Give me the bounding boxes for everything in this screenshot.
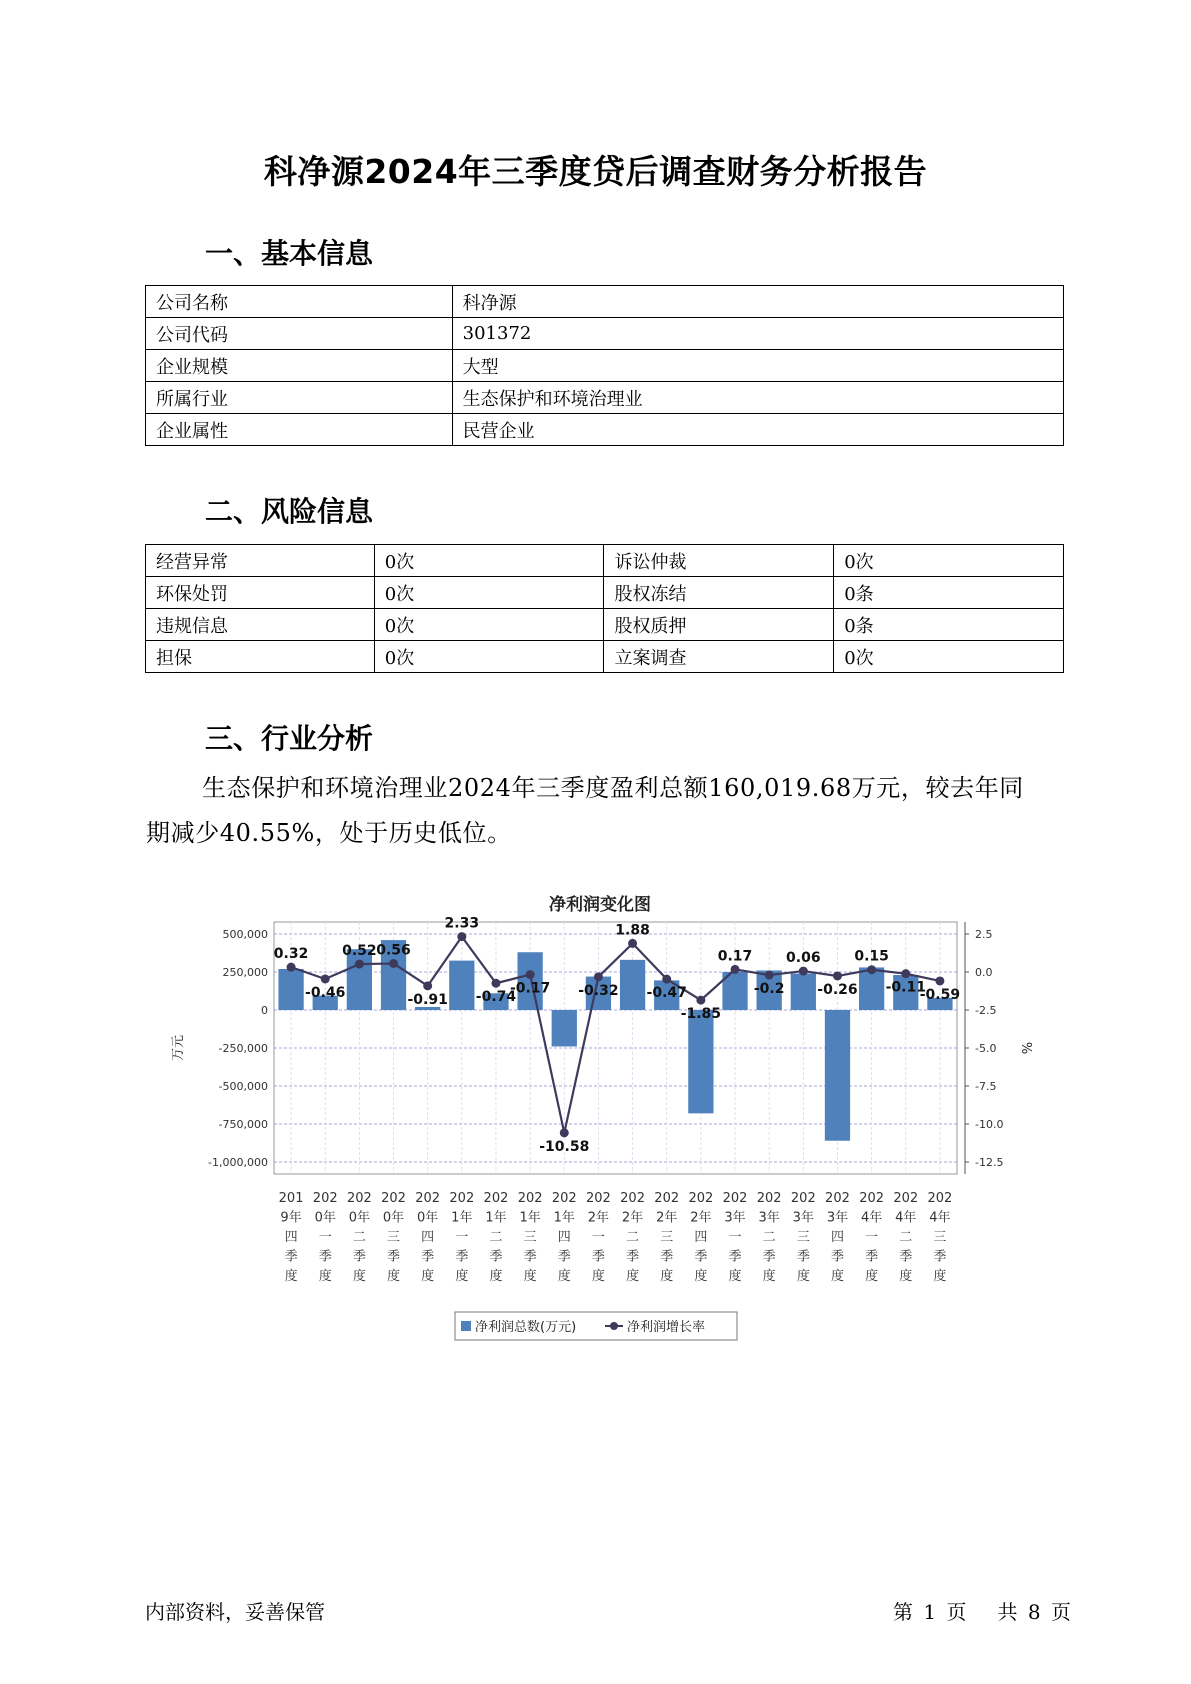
x-axis-tick-label: 度 <box>933 1269 947 1284</box>
x-axis-tick-label: 二 <box>352 1230 366 1245</box>
x-axis-tick-label: 202 <box>551 1191 577 1206</box>
basic-info-table <box>145 285 1064 446</box>
line-point <box>731 965 740 974</box>
x-axis-tick-label: 度 <box>762 1269 776 1284</box>
chart-title: 净利润变化图 <box>549 895 651 915</box>
x-axis-tick-label: 季 <box>899 1249 913 1265</box>
x-axis-tick-label: 度 <box>660 1269 674 1284</box>
x-axis-tick-label: 3年 <box>826 1210 849 1226</box>
x-axis-tick-label: 季 <box>591 1249 605 1265</box>
x-axis-tick-label: 202 <box>790 1191 816 1206</box>
x-axis-tick-label: 度 <box>557 1269 571 1284</box>
x-axis-tick-label: 202 <box>312 1191 338 1206</box>
y-axis-tick-label: -750,000 <box>218 1118 268 1131</box>
bar <box>552 1010 577 1046</box>
x-axis-tick-label: 度 <box>387 1269 401 1284</box>
section-heading-risk-info: 二、风险信息 <box>205 495 374 528</box>
line-point <box>901 969 910 978</box>
data-label: -0.11 <box>885 979 926 996</box>
table-label-cell: 担保 <box>146 641 375 673</box>
x-axis-tick-label: 202 <box>449 1191 475 1206</box>
industry-analysis-text: 生态保护和环境治理业2024年三季度盈利总额160,019.68万元，较去年同期减少40.55%，处于历史低位。 <box>146 774 1024 847</box>
x-axis-tick-label: 度 <box>899 1269 913 1284</box>
table-label-cell: 经营异常 <box>146 545 375 577</box>
y2-axis-tick-label: 2.5 <box>975 928 993 941</box>
x-axis-tick-label: 1年 <box>451 1210 473 1226</box>
x-axis-tick-label: 季 <box>284 1249 298 1265</box>
x-axis-tick-label: 0年 <box>382 1210 405 1226</box>
x-axis-tick-label: 201 <box>278 1191 304 1206</box>
x-axis-tick-label: 3年 <box>792 1210 814 1226</box>
x-axis-tick-label: 季 <box>387 1249 401 1265</box>
x-axis-tick-label: 202 <box>688 1191 714 1206</box>
x-axis-tick-label: 度 <box>489 1269 503 1284</box>
data-label: 0.56 <box>376 942 411 959</box>
x-axis-tick-label: 一 <box>865 1230 879 1245</box>
data-label: -0.32 <box>578 982 619 999</box>
x-axis-tick-label: 4年 <box>929 1210 951 1226</box>
line-point <box>526 970 535 979</box>
bar <box>791 974 816 1010</box>
data-label: -1.85 <box>680 1006 722 1023</box>
line-point <box>867 965 876 974</box>
risk-info-row <box>146 609 1064 641</box>
x-axis-tick-label: 4年 <box>860 1210 883 1226</box>
bar <box>278 969 303 1010</box>
x-axis-tick-label: 四 <box>284 1230 298 1245</box>
line-point <box>662 975 671 984</box>
x-axis-tick-label: 3年 <box>724 1210 746 1226</box>
y2-axis-tick-label: 0.0 <box>975 966 993 979</box>
y-axis-tick-label: -1,000,000 <box>208 1156 268 1169</box>
table-value-cell: 0条 <box>834 577 1064 609</box>
x-axis-tick-label: 三 <box>523 1230 537 1245</box>
line-point <box>321 974 330 983</box>
table-value-cell: 0次 <box>374 609 604 641</box>
table-label-cell: 股权冻结 <box>604 577 834 609</box>
y-axis-tick-label: 250,000 <box>222 966 268 979</box>
basic-info-row <box>146 350 1064 382</box>
table-value-cell: 0次 <box>374 641 604 673</box>
x-axis-tick-label: 202 <box>620 1191 645 1206</box>
x-axis-tick-label: 度 <box>284 1269 298 1284</box>
x-axis-tick-label: 季 <box>557 1249 571 1265</box>
x-axis-tick-label: 季 <box>830 1249 844 1265</box>
data-label: -0.91 <box>407 991 448 1008</box>
x-axis-tick-label: 季 <box>523 1249 537 1265</box>
table-label-cell: 公司代码 <box>146 318 453 350</box>
data-label: 1.88 <box>615 922 650 939</box>
x-axis-tick-label: 度 <box>352 1269 366 1284</box>
data-label: 0.17 <box>717 948 753 965</box>
net-profit-chart <box>170 880 1033 1360</box>
x-axis-tick-label: 202 <box>586 1191 611 1206</box>
line-point <box>935 976 944 985</box>
y2-axis-tick-label: -10.0 <box>975 1118 1004 1131</box>
line-point <box>389 959 398 968</box>
x-axis-tick-label: 1年 <box>553 1210 575 1226</box>
table-label-cell: 违规信息 <box>146 609 375 641</box>
line-point <box>355 960 364 969</box>
legend-swatch-bar <box>461 1321 471 1331</box>
bar <box>449 961 474 1010</box>
table-value-cell: 民营企业 <box>452 414 1063 446</box>
section-heading-industry: 三、行业分析 <box>205 722 374 755</box>
data-label: -0.17 <box>509 980 551 997</box>
x-axis-tick-label: 度 <box>421 1269 435 1284</box>
x-axis-tick-label: 202 <box>756 1191 782 1206</box>
x-axis-tick-label: 2年 <box>621 1210 644 1226</box>
x-axis-tick-label: 季 <box>318 1249 332 1265</box>
basic-info-row <box>146 318 1064 350</box>
risk-info-table <box>145 544 1064 673</box>
y2-axis-label: % <box>1018 1041 1033 1055</box>
x-axis-tick-label: 202 <box>927 1191 953 1206</box>
x-axis-tick-label: 四 <box>421 1230 435 1245</box>
x-axis-tick-label: 度 <box>318 1269 332 1284</box>
x-axis-tick-label: 季 <box>762 1249 776 1265</box>
footer-page-info <box>893 1596 1071 1625</box>
line-point <box>696 996 705 1005</box>
x-axis-tick-label: 三 <box>660 1230 674 1245</box>
x-axis-tick-label: 四 <box>557 1230 571 1245</box>
x-axis-tick-label: 季 <box>352 1249 366 1265</box>
line-point <box>799 967 808 976</box>
x-axis-tick-label: 季 <box>421 1249 435 1265</box>
legend-swatch-point <box>610 1322 618 1330</box>
table-label-cell: 环保处罚 <box>146 577 375 609</box>
x-axis-tick-label: 2年 <box>690 1210 712 1226</box>
x-axis-tick-label: 度 <box>523 1269 537 1284</box>
x-axis-tick-label: 四 <box>830 1230 844 1245</box>
table-label-cell: 诉讼仲裁 <box>604 545 834 577</box>
x-axis-tick-label: 202 <box>517 1191 543 1206</box>
x-axis-tick-label: 度 <box>591 1269 605 1284</box>
x-axis-tick-label: 二 <box>762 1230 776 1245</box>
x-axis-tick-label: 四 <box>694 1230 708 1245</box>
x-axis-tick-label: 一 <box>591 1230 605 1245</box>
y-axis-tick-label: -500,000 <box>218 1080 268 1093</box>
line-point <box>628 939 637 948</box>
x-axis-tick-label: 一 <box>318 1230 332 1245</box>
x-axis-tick-label: 度 <box>626 1269 640 1284</box>
line-point <box>765 971 774 980</box>
data-label: 0.06 <box>786 950 821 967</box>
x-axis-tick-label: 季 <box>728 1249 742 1265</box>
x-axis-tick-label: 度 <box>455 1269 469 1284</box>
x-axis-tick-label: 三 <box>933 1230 947 1245</box>
x-axis-tick-label: 度 <box>694 1269 708 1284</box>
table-value-cell: 大型 <box>452 350 1063 382</box>
x-axis-tick-label: 一 <box>728 1230 742 1245</box>
x-axis-tick-label: 季 <box>626 1249 640 1265</box>
x-axis-tick-label: 4年 <box>895 1210 917 1226</box>
x-axis-tick-label: 202 <box>654 1191 680 1206</box>
y2-axis-tick-label: -12.5 <box>975 1156 1004 1169</box>
x-axis-tick-label: 季 <box>865 1249 879 1265</box>
table-label-cell: 企业属性 <box>146 414 453 446</box>
x-axis-tick-label: 202 <box>346 1191 372 1206</box>
basic-info-row <box>146 414 1064 446</box>
table-label-cell: 企业规模 <box>146 350 453 382</box>
x-axis-tick-label: 202 <box>722 1191 748 1206</box>
x-axis-tick-label: 季 <box>933 1249 947 1265</box>
x-axis-tick-label: 202 <box>381 1191 406 1206</box>
data-label: -0.46 <box>305 984 346 1001</box>
y-axis-tick-label: 500,000 <box>222 928 268 941</box>
x-axis-tick-label: 202 <box>859 1191 885 1206</box>
x-axis-tick-label: 2年 <box>587 1210 610 1226</box>
data-label: -10.58 <box>539 1138 590 1155</box>
line-point <box>491 979 500 988</box>
table-value-cell: 301372 <box>452 318 1063 350</box>
bar <box>688 1010 713 1113</box>
x-axis-tick-label: 3年 <box>758 1210 780 1226</box>
x-axis-tick-label: 二 <box>489 1230 503 1245</box>
bar <box>825 1010 850 1141</box>
table-label-cell: 立案调查 <box>604 641 834 673</box>
table-value-cell: 0次 <box>834 545 1064 577</box>
y2-axis-tick-label: -7.5 <box>975 1080 997 1093</box>
data-label: 0.52 <box>342 943 377 960</box>
x-axis-tick-label: 2年 <box>656 1210 678 1226</box>
table-label-cell: 股权质押 <box>604 609 834 641</box>
x-axis-tick-label: 0年 <box>348 1210 371 1226</box>
data-label: -0.26 <box>817 981 858 998</box>
y2-axis-tick-label: -2.5 <box>975 1004 997 1017</box>
y2-axis-tick-label: -5.0 <box>975 1042 997 1055</box>
bar <box>620 960 645 1010</box>
x-axis-tick-label: 二 <box>899 1230 913 1245</box>
line-point <box>423 981 432 990</box>
y-axis-tick-label: -250,000 <box>218 1042 268 1055</box>
x-axis-tick-label: 三 <box>796 1230 810 1245</box>
x-axis-tick-label: 0年 <box>314 1210 336 1226</box>
data-label: -0.59 <box>919 986 961 1003</box>
line-point <box>560 1128 569 1137</box>
line-point <box>594 972 603 981</box>
section-heading-basic-info: 一、基本信息 <box>205 237 374 270</box>
legend-label-line: 净利润增长率 <box>627 1320 706 1335</box>
legend-label-bar: 净利润总数(万元) <box>475 1320 577 1335</box>
x-axis-tick-label: 0年 <box>417 1210 439 1226</box>
data-label: -0.2 <box>753 981 785 998</box>
table-label-cell: 所属行业 <box>146 382 453 414</box>
table-value-cell: 科净源 <box>452 286 1063 318</box>
x-axis-tick-label: 度 <box>796 1269 810 1284</box>
line-point <box>287 963 296 972</box>
data-label: 2.33 <box>444 915 480 932</box>
x-axis-tick-label: 202 <box>415 1191 441 1206</box>
line-point <box>457 932 466 941</box>
risk-info-row <box>146 577 1064 609</box>
y-axis-tick-label: 0 <box>261 1004 268 1017</box>
line-point <box>833 971 842 980</box>
report-title: 科净源2024年三季度贷后调查财务分析报告 <box>263 152 928 191</box>
data-label: -0.74 <box>475 989 517 1006</box>
y-axis-label: 万元 <box>171 1034 186 1062</box>
basic-info-row <box>146 286 1064 318</box>
x-axis-tick-label: 季 <box>455 1249 469 1265</box>
x-axis-tick-label: 度 <box>830 1269 844 1284</box>
data-label: -0.47 <box>646 985 687 1002</box>
footer-total-pages: 共 8 页 <box>997 1600 1071 1624</box>
x-axis-tick-label: 9年 <box>280 1210 302 1226</box>
x-axis-tick-label: 三 <box>387 1230 401 1245</box>
x-axis-tick-label: 1年 <box>485 1210 507 1226</box>
x-axis-tick-label: 1年 <box>519 1210 541 1226</box>
table-value-cell: 0条 <box>834 609 1064 641</box>
basic-info-row <box>146 382 1064 414</box>
x-axis-tick-label: 一 <box>455 1230 469 1245</box>
table-label-cell: 公司名称 <box>146 286 453 318</box>
x-axis-tick-label: 202 <box>893 1191 919 1206</box>
x-axis-tick-label: 季 <box>660 1249 674 1265</box>
x-axis-tick-label: 二 <box>626 1230 640 1245</box>
risk-info-row <box>146 545 1064 577</box>
table-value-cell: 0次 <box>374 545 604 577</box>
table-value-cell: 生态保护和环境治理业 <box>452 382 1063 414</box>
table-value-cell: 0次 <box>834 641 1064 673</box>
x-axis-tick-label: 季 <box>796 1249 810 1265</box>
footer-page-number: 第 1 页 <box>893 1600 967 1624</box>
x-axis-tick-label: 度 <box>728 1269 742 1284</box>
footer-confidential: 内部资料，妥善保管 <box>145 1600 325 1624</box>
data-label: 0.15 <box>854 948 889 965</box>
x-axis-tick-label: 202 <box>483 1191 509 1206</box>
risk-info-row <box>146 641 1064 673</box>
table-value-cell: 0次 <box>374 577 604 609</box>
data-label: 0.32 <box>273 946 309 963</box>
x-axis-tick-label: 季 <box>489 1249 503 1265</box>
x-axis-tick-label: 度 <box>865 1269 879 1284</box>
x-axis-tick-label: 季 <box>694 1249 708 1265</box>
x-axis-tick-label: 202 <box>825 1191 850 1206</box>
